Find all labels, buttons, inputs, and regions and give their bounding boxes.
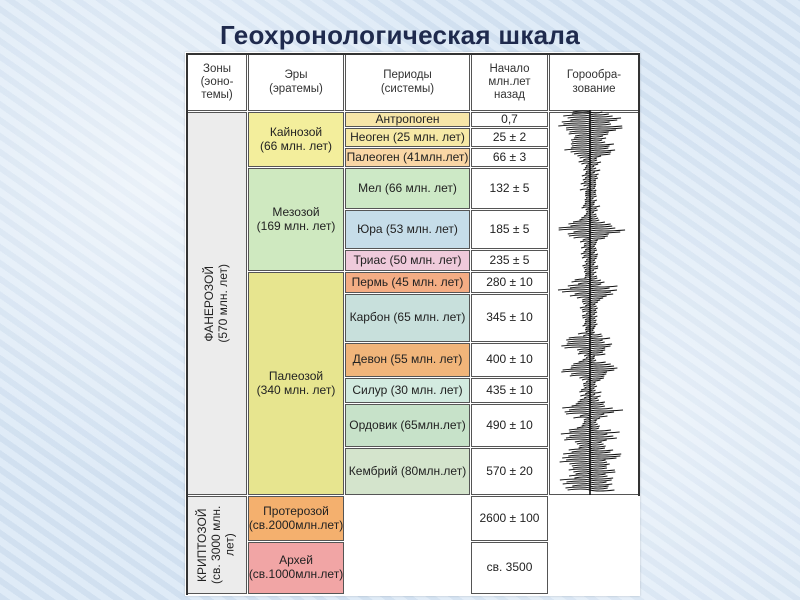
orogeny-squiggle xyxy=(574,153,610,155)
start-triassic: 235 ± 5 xyxy=(471,250,548,271)
orogeny-squiggle xyxy=(569,469,615,471)
era-cenozoic: Кайнозой (66 млн. лет) xyxy=(248,112,344,167)
orogeny-squiggle xyxy=(563,115,612,117)
zone-cryptozoic xyxy=(187,496,247,594)
orogeny-squiggle xyxy=(562,407,612,409)
header-eras: Эры (эратемы) xyxy=(248,54,344,111)
geochronological-table xyxy=(185,52,640,596)
period-ordovician: Ордовик (65млн.лет) xyxy=(345,404,470,447)
period-cretaceous: Мел (66 млн. лет) xyxy=(345,168,470,209)
table-outer-right-border xyxy=(638,53,640,496)
start-jurassic: 185 ± 5 xyxy=(471,210,548,249)
start-archean: св. 3500 xyxy=(471,542,548,594)
page-title: Геохронологическая шкала xyxy=(219,20,580,50)
era-proterozoic: Протерозой (св.2000млн.лет) xyxy=(248,496,344,541)
orogeny-squiggle xyxy=(563,483,613,485)
orogeny-squiggle xyxy=(559,229,625,231)
start-silurian: 435 ± 10 xyxy=(471,378,548,403)
orogeny-squiggle xyxy=(584,267,598,269)
period-jurassic: Юра (53 млн. лет) xyxy=(345,210,470,249)
era-mesozoic: Мезозой (169 млн. лет) xyxy=(248,168,344,271)
start-devonian: 400 ± 10 xyxy=(471,343,548,377)
header-periods: Периоды (системы) xyxy=(345,54,470,111)
orogeny-squiggle xyxy=(569,449,613,451)
header-orogeny: Горообра- зование xyxy=(549,54,639,111)
zone-cryptozoic-label: КРИПТОЗОЙ (св. 3000 млн. лет) xyxy=(195,505,237,585)
period-cambrian: Кембрий (80млн.лет) xyxy=(345,448,470,495)
period-paleogene: Палеоген (41млн.лет) xyxy=(345,148,470,167)
period-triassic: Триас (50 млн. лет) xyxy=(345,250,470,271)
period-silurian: Силур (30 млн. лет) xyxy=(345,378,470,403)
table-outer-top-border xyxy=(186,53,639,55)
orogeny-squiggle xyxy=(580,307,598,309)
orogeny-squiggle xyxy=(559,227,616,229)
start-permian: 280 ± 10 xyxy=(471,272,548,293)
period-permian: Пермь (45 млн. лет) xyxy=(345,272,470,293)
zone-phanerozoic xyxy=(187,112,247,495)
orogeny-squiggle xyxy=(558,289,617,291)
orogeny-cryptozoic-blank xyxy=(549,496,639,594)
period-cryptozoic-blank xyxy=(345,496,470,594)
start-cambrian: 570 ± 20 xyxy=(471,448,548,495)
zone-phanerozoic-label: ФАНЕРОЗОЙ (570 млн. лет) xyxy=(202,264,230,343)
start-ordovician: 490 ± 10 xyxy=(471,404,548,447)
period-carboniferous: Карбон (65 млн. лет) xyxy=(345,294,470,342)
period-anthropogen: Антропоген xyxy=(345,112,470,127)
table-outer-left-border xyxy=(186,53,188,595)
start-cretaceous: 132 ± 5 xyxy=(471,168,548,209)
period-neogene: Неоген (25 млн. лет) xyxy=(345,128,470,147)
header-start: Начало млн.лет назад xyxy=(471,54,548,111)
header-zones: Зоны (эоно- темы) xyxy=(187,54,247,111)
orogeny-squiggle-graph xyxy=(542,110,642,500)
era-paleozoic: Палеозой (340 млн. лет) xyxy=(248,272,344,495)
orogeny-squiggle xyxy=(572,281,605,283)
start-anthropogen: 0,7 xyxy=(471,112,548,127)
orogeny-squiggle xyxy=(563,453,621,455)
orogeny-squiggle xyxy=(568,489,615,491)
period-devonian: Девон (55 млн. лет) xyxy=(345,343,470,377)
era-archean: Архей (св.1000млн.лет) xyxy=(248,542,344,594)
orogeny-squiggle xyxy=(568,117,621,119)
start-paleogene: 66 ± 3 xyxy=(471,148,548,167)
orogeny-squiggle xyxy=(569,475,607,477)
orogeny-squiggle xyxy=(571,143,614,145)
start-carboniferous: 345 ± 10 xyxy=(471,294,548,342)
orogeny-squiggle xyxy=(573,111,603,113)
orogeny-squiggle xyxy=(578,353,605,355)
start-neogene: 25 ± 2 xyxy=(471,128,548,147)
start-proterozoic: 2600 ± 100 xyxy=(471,496,548,541)
